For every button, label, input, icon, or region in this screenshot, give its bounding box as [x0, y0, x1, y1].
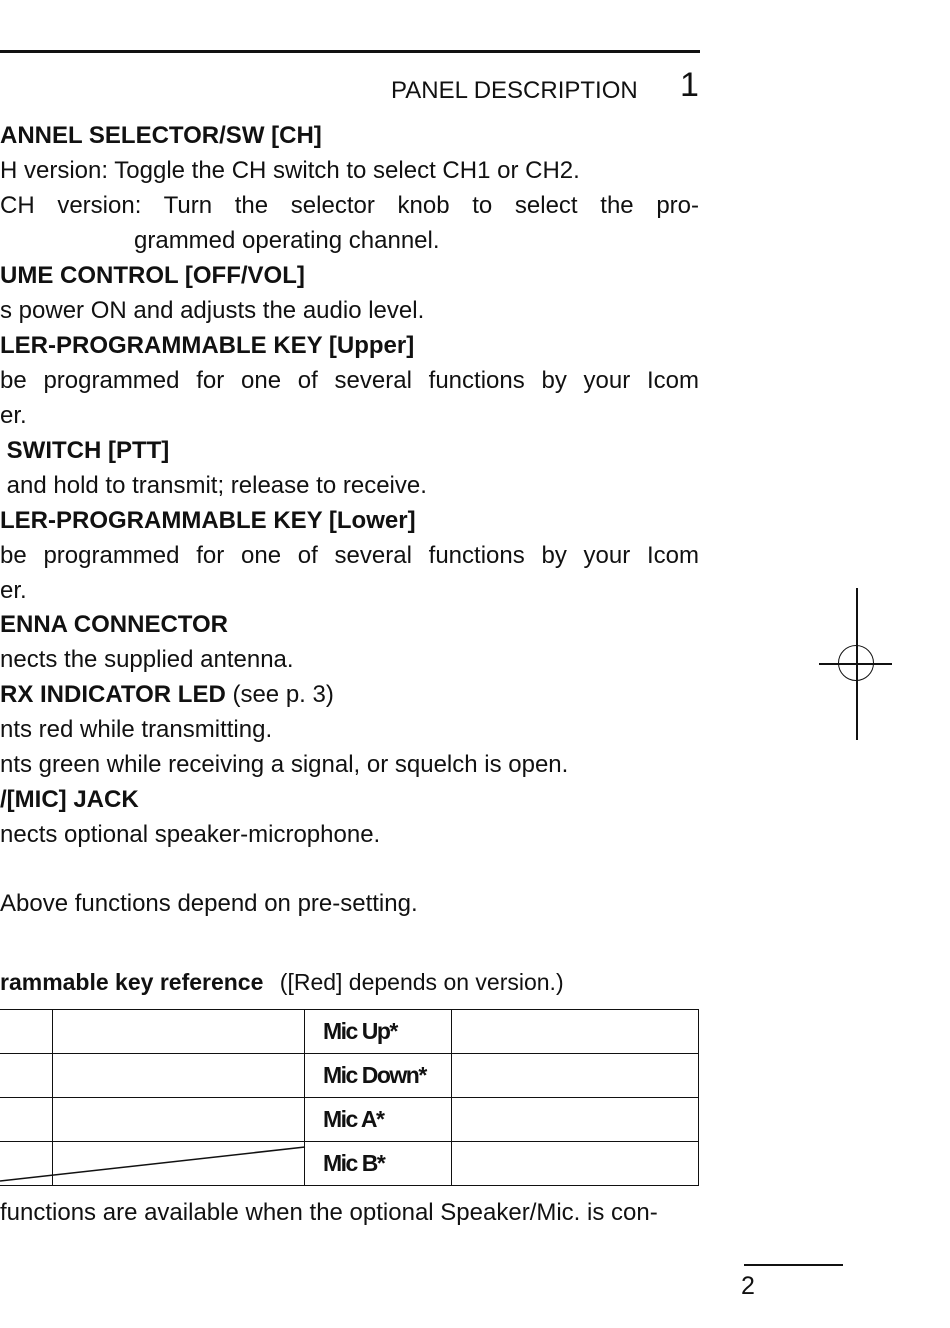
item-text: grammed operating channel. — [134, 227, 440, 254]
item-heading-row — [0, 680, 334, 710]
item-text: and hold to transmit; release to receive. — [0, 472, 427, 499]
item-text-justified: CH version: Turn the selector knob to select the pro- — [0, 192, 699, 219]
item-heading: ANNEL SELECTOR/SW [CH] — [0, 122, 322, 149]
item-text: s power ON and adjusts the audio level. — [0, 297, 425, 324]
header-rule — [0, 50, 700, 53]
reference-footnote: functions are available when the optional Speaker/Mic. is con- — [0, 1199, 658, 1226]
item-text: nts red while transmitting. — [0, 716, 273, 743]
table-cell-label: Mic A* — [305, 1098, 452, 1142]
table-cell — [452, 1098, 699, 1142]
chapter-number: 1 — [680, 66, 699, 104]
table-diagonal-line — [0, 1009, 310, 1199]
item-text: nects optional speaker-microphone. — [0, 821, 381, 848]
section-title: PANEL DESCRIPTION — [391, 77, 638, 104]
registration-circle-icon — [838, 645, 874, 681]
table-cell — [452, 1010, 699, 1054]
note: Above functions depend on pre-setting. — [0, 890, 418, 917]
item-text: er. — [0, 402, 27, 429]
item-text: nts green while receiving a signal, or squelch is open. — [0, 751, 569, 778]
item-text: er. — [0, 577, 27, 604]
page-ref: (see p. 3) — [225, 681, 334, 708]
item-text-justified: be programmed for one of several functions by your Icom — [0, 367, 699, 394]
reference-subtitle: ([Red] depends on version.) — [279, 969, 564, 995]
item-heading: SWITCH [PTT] — [0, 437, 170, 464]
table-cell — [452, 1054, 699, 1098]
item-text-justified: be programmed for one of several functions by your Icom — [0, 542, 699, 569]
table-cell-label: Mic Up* — [305, 1010, 452, 1054]
item-heading: ENNA CONNECTOR — [0, 611, 229, 638]
reference-title-row — [0, 967, 564, 997]
page-number: 2 — [741, 1272, 755, 1300]
item-heading: UME CONTROL [OFF/VOL] — [0, 262, 305, 289]
item-heading: LER-PROGRAMMABLE KEY [Lower] — [0, 507, 416, 534]
item-heading: RX INDICATOR LED — [0, 681, 226, 708]
table-cell — [452, 1142, 699, 1186]
table-cell-label: Mic B* — [305, 1142, 452, 1186]
item-heading: /[MIC] JACK — [0, 786, 139, 813]
item-text: H version: Toggle the CH switch to select CH1 or CH2. — [0, 157, 580, 184]
footer-rule — [744, 1264, 843, 1266]
table-cell-label: Mic Down* — [305, 1054, 452, 1098]
item-text: nects the supplied antenna. — [0, 646, 294, 673]
reference-title: rammable key reference — [0, 969, 264, 995]
item-heading: LER-PROGRAMMABLE KEY [Upper] — [0, 332, 415, 359]
